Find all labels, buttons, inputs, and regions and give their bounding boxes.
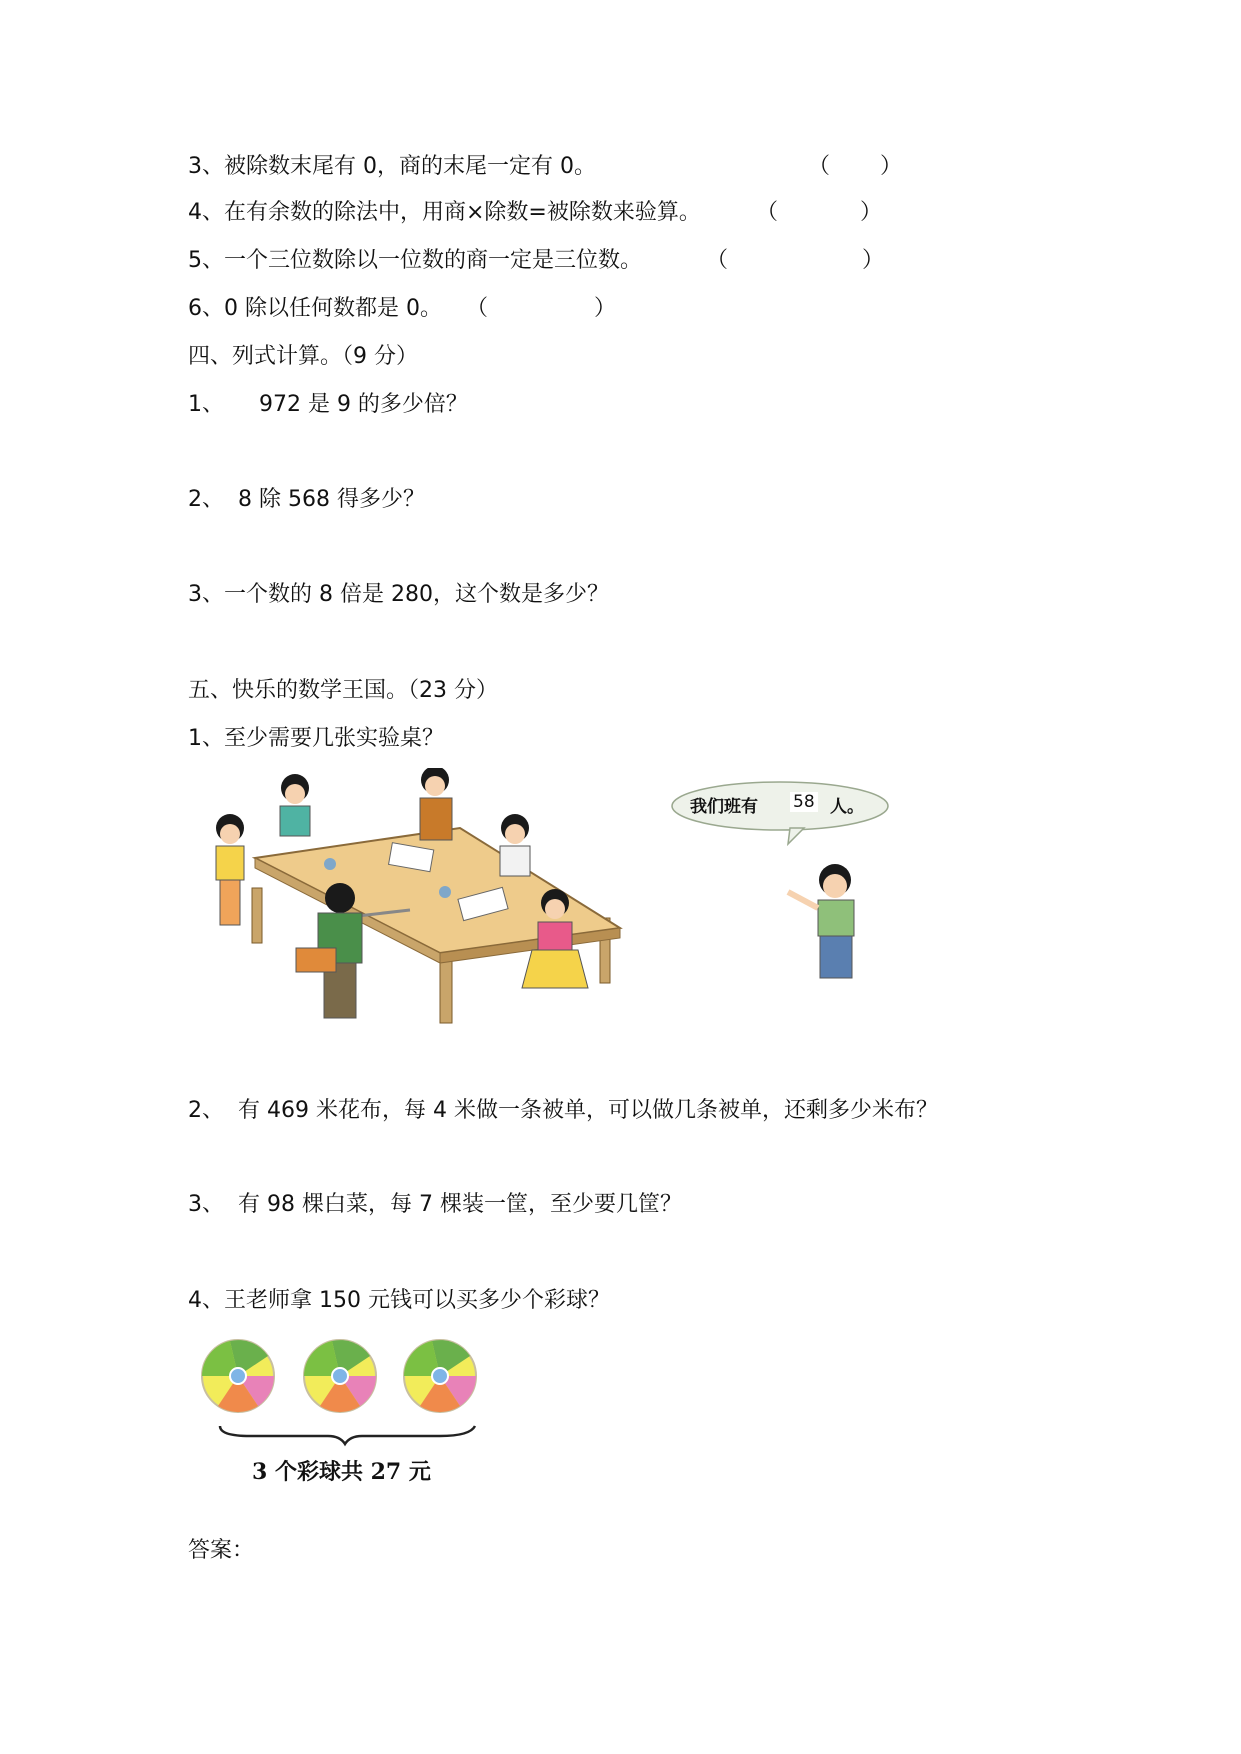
class-size-number: 58	[790, 792, 818, 812]
ball-icon	[304, 1340, 376, 1412]
answer-paren-close: ）	[594, 296, 617, 321]
calc-item-2: 2、 8 除 568 得多少？	[188, 487, 425, 512]
judge-item-5: 5、一个三位数除以一位数的商一定是三位数。	[188, 248, 642, 273]
classroom-table-illustration	[200, 768, 630, 1028]
section-4-heading: 四、列式计算。（9 分）	[188, 344, 418, 369]
section-5-heading: 五、快乐的数学王国。（23 分）	[188, 678, 498, 703]
balls-price-caption: 3 个彩球共 27 元	[252, 1459, 431, 1485]
speech-text-1: 我们班有	[690, 797, 758, 817]
problem-2: 2、 有 469 米花布，每 4 米做一条被单，可以做几条被单，还剩多少米布？	[188, 1098, 938, 1123]
answer-paren-close: ）	[860, 200, 883, 225]
problem-1: 1、至少需要几张实验桌？	[188, 726, 444, 751]
answer-paren-open: （	[808, 154, 831, 179]
judge-item-3: 3、被除数末尾有 0，商的末尾一定有 0。	[188, 154, 596, 179]
answer-paren-open: （	[466, 296, 489, 321]
judge-item-4: 4、在有余数的除法中，用商×除数=被除数来验算。	[188, 200, 701, 225]
answer-label: 答案：	[188, 1538, 255, 1563]
speech-text-2: 人。	[830, 797, 864, 817]
calc-item-1: 1、 972 是 9 的多少倍？	[188, 392, 468, 417]
answer-paren-open: （	[706, 248, 729, 273]
answer-paren-close: ）	[880, 154, 903, 179]
colored-balls-illustration	[190, 1330, 500, 1450]
problem-3: 3、 有 98 棵白菜，每 7 棵装一筐，至少要几筐？	[188, 1192, 682, 1217]
ball-icon	[404, 1340, 476, 1412]
judge-item-6: 6、0 除以任何数都是 0。	[188, 296, 442, 321]
calc-item-3: 3、一个数的 8 倍是 280，这个数是多少？	[188, 582, 609, 607]
answer-paren-close: ）	[862, 248, 885, 273]
answer-paren-open: （	[756, 200, 779, 225]
problem-4: 4、王老师拿 150 元钱可以买多少个彩球？	[188, 1288, 610, 1313]
ball-icon	[202, 1340, 274, 1412]
